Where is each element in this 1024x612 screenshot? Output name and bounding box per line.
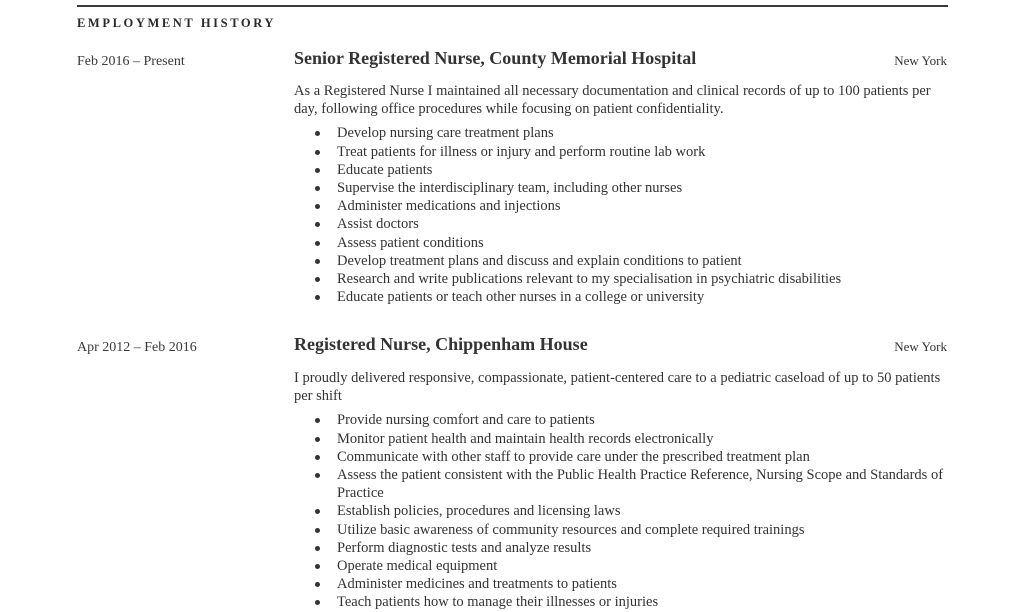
job-duties-list <box>294 124 954 306</box>
list-item: Treat patients for illness or injury and perform routine lab work <box>337 143 954 161</box>
job-location: New York <box>894 339 947 354</box>
job-body <box>294 369 954 612</box>
list-item: Establish policies, procedures and licensing laws <box>337 502 954 520</box>
job-summary: As a Registered Nurse I maintained all necessary documentation and clinical records of up to 100 patients per day, following office procedures while focusing on patient confidentiality. <box>294 83 931 118</box>
section-divider <box>77 5 948 7</box>
job-body <box>294 82 954 306</box>
job-title: Registered Nurse, Chippenham House <box>294 334 588 354</box>
list-item: Educate patients or teach other nurses in a college or university <box>337 288 954 306</box>
list-item: Operate medical equipment <box>337 557 954 575</box>
list-item: Assist doctors <box>337 215 954 233</box>
job-dates: Apr 2012 – Feb 2016 <box>77 340 197 355</box>
list-item: Teach patients how to manage their illnesses or injuries <box>337 593 954 611</box>
list-item: Assess the patient consistent with the Public Health Practice Reference, Nursing Scope and Standards of Practice <box>337 466 954 502</box>
job-summary: I proudly delivered responsive, compassionate, patient-centered care to a pediatric caseload of up to 50 patients per shift <box>294 370 941 405</box>
list-item: Perform diagnostic tests and analyze results <box>337 539 954 557</box>
list-item: Monitor patient health and maintain health records electronically <box>337 430 954 448</box>
list-item: Develop nursing care treatment plans <box>337 124 954 142</box>
list-item: Administer medications and injections <box>337 197 954 215</box>
job-title: Senior Registered Nurse, County Memorial Hospital <box>294 48 697 68</box>
job-location: New York <box>894 53 947 68</box>
list-item: Communicate with other staff to provide care under the prescribed treatment plan <box>337 448 954 466</box>
job-dates: Feb 2016 – Present <box>77 54 185 69</box>
list-item: Administer medicines and treatments to patients <box>337 575 954 593</box>
list-item: Develop treatment plans and discuss and explain conditions to patient <box>337 252 954 270</box>
list-item: Research and write publications relevant to my specialisation in psychiatric disabilities <box>337 270 954 288</box>
list-item: Educate patients <box>337 161 954 179</box>
list-item: Assess patient conditions <box>337 234 954 252</box>
list-item: Supervise the interdisciplinary team, including other nurses <box>337 179 954 197</box>
list-item: Utilize basic awareness of community resources and complete required trainings <box>337 521 954 539</box>
job-duties-list <box>294 411 954 611</box>
section-title: EMPLOYMENT HISTORY <box>77 16 277 30</box>
list-item: Provide nursing comfort and care to patients <box>337 411 954 429</box>
